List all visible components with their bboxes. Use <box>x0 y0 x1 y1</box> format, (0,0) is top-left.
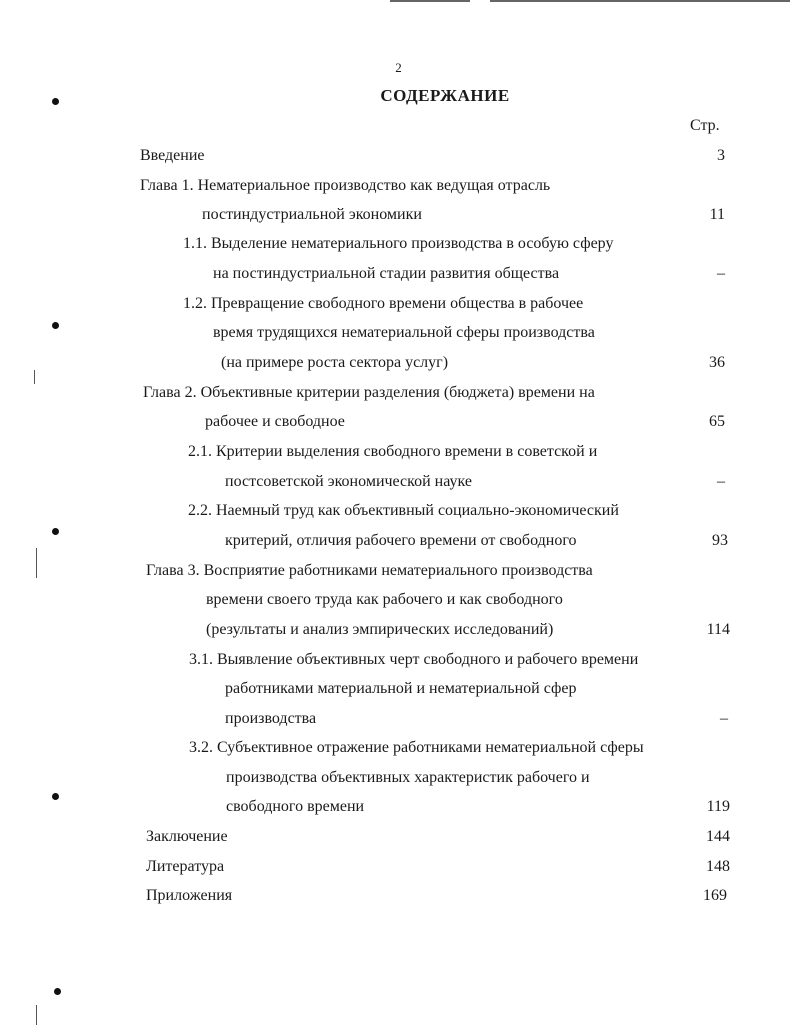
toc-entry-chapter-3: времени своего труда как рабочего и как свободного <box>206 591 563 608</box>
toc-entry-section-2-1: 2.1. Критерии выделения свободного времени в советской и <box>188 443 598 460</box>
page-number: 2 <box>395 60 402 75</box>
toc-page-appendices: 169 <box>703 887 727 904</box>
scan-punch-mark <box>52 322 59 329</box>
toc-entry-section-2-2: критерий, отличия рабочего времени от свободного <box>225 532 577 549</box>
toc-page-intro: 3 <box>717 147 725 164</box>
page-title: СОДЕРЖАНИЕ <box>380 86 510 105</box>
scan-edge-mark <box>36 1005 37 1025</box>
scan-punch-mark <box>54 988 61 995</box>
toc-entry-section-3-1: производства <box>225 710 317 727</box>
toc-entry-chapter-2: рабочее и свободное <box>205 413 345 430</box>
toc-entry-chapter-1: постиндустриальной экономики <box>202 206 422 223</box>
page-column-header: Стр. <box>690 117 720 134</box>
scan-top-line <box>390 0 470 2</box>
toc-entry-section-3-1: 3.1. Выявление объективных черт свободного и рабочего времени <box>189 651 639 668</box>
toc-entry-section-1-2: 1.2. Превращение свободного времени общества в рабочее <box>183 295 584 312</box>
toc-entry-section-3-2: производства объективных характеристик рабочего и <box>226 769 590 786</box>
toc-page-chapter-1: 11 <box>709 206 725 223</box>
scan-top-line <box>490 0 790 2</box>
toc-entry-conclusion: Заключение <box>146 828 228 845</box>
toc-entry-section-2-1: постсоветской экономической науке <box>225 473 472 490</box>
toc-entry-intro: Введение <box>140 147 205 164</box>
scan-punch-mark <box>52 528 59 535</box>
toc-entry-chapter-3: (результаты и анализ эмпирических исследований) <box>206 621 554 638</box>
toc-page-chapter-2: 65 <box>709 413 725 430</box>
toc-page-section-2-1: – <box>717 473 725 490</box>
toc-entry-section-1-2: время трудящихся нематериальной сферы производства <box>213 324 595 341</box>
toc-page-section-2-2: 93 <box>712 532 728 549</box>
toc-entry-section-3-1: работниками материальной и нематериальной сфер <box>225 680 577 697</box>
toc-page-section-3-2: 119 <box>706 798 730 815</box>
scan-edge-mark <box>34 370 35 384</box>
toc-entry-chapter-2: Глава 2. Объективные критерии разделения (бюджета) времени на <box>143 384 595 401</box>
toc-page-literature: 148 <box>706 858 730 875</box>
toc-entry-section-1-2: (на примере роста сектора услуг) <box>221 354 449 371</box>
scan-edge-mark <box>36 548 37 578</box>
toc-entry-appendices: Приложения <box>146 887 233 904</box>
toc-page-conclusion: 144 <box>706 828 730 845</box>
toc-entry-section-3-2: свободного времени <box>226 798 365 815</box>
toc-entry-section-1-1: на постиндустриальной стадии развития общества <box>213 265 560 282</box>
toc-page-chapter-3: 114 <box>706 621 730 638</box>
toc-entry-literature: Литература <box>146 858 225 875</box>
toc-page-section-1-2: 36 <box>709 354 725 371</box>
toc-entry-section-1-1: 1.1. Выделение нематериального производства в особую сферу <box>183 235 614 252</box>
toc-entry-section-2-2: 2.2. Наемный труд как объективный социально-экономический <box>188 502 619 519</box>
toc-entry-section-3-2: 3.2. Субъективное отражение работниками нематериальной сферы <box>189 739 644 756</box>
toc-page-section-3-1: – <box>720 710 728 727</box>
toc-page-section-1-1: – <box>717 265 725 282</box>
scan-punch-mark <box>52 793 59 800</box>
toc-entry-chapter-1: Глава 1. Нематериальное производство как ведущая отрасль <box>140 177 551 194</box>
toc-entry-chapter-3: Глава 3. Восприятие работниками нематериального производства <box>146 562 593 579</box>
